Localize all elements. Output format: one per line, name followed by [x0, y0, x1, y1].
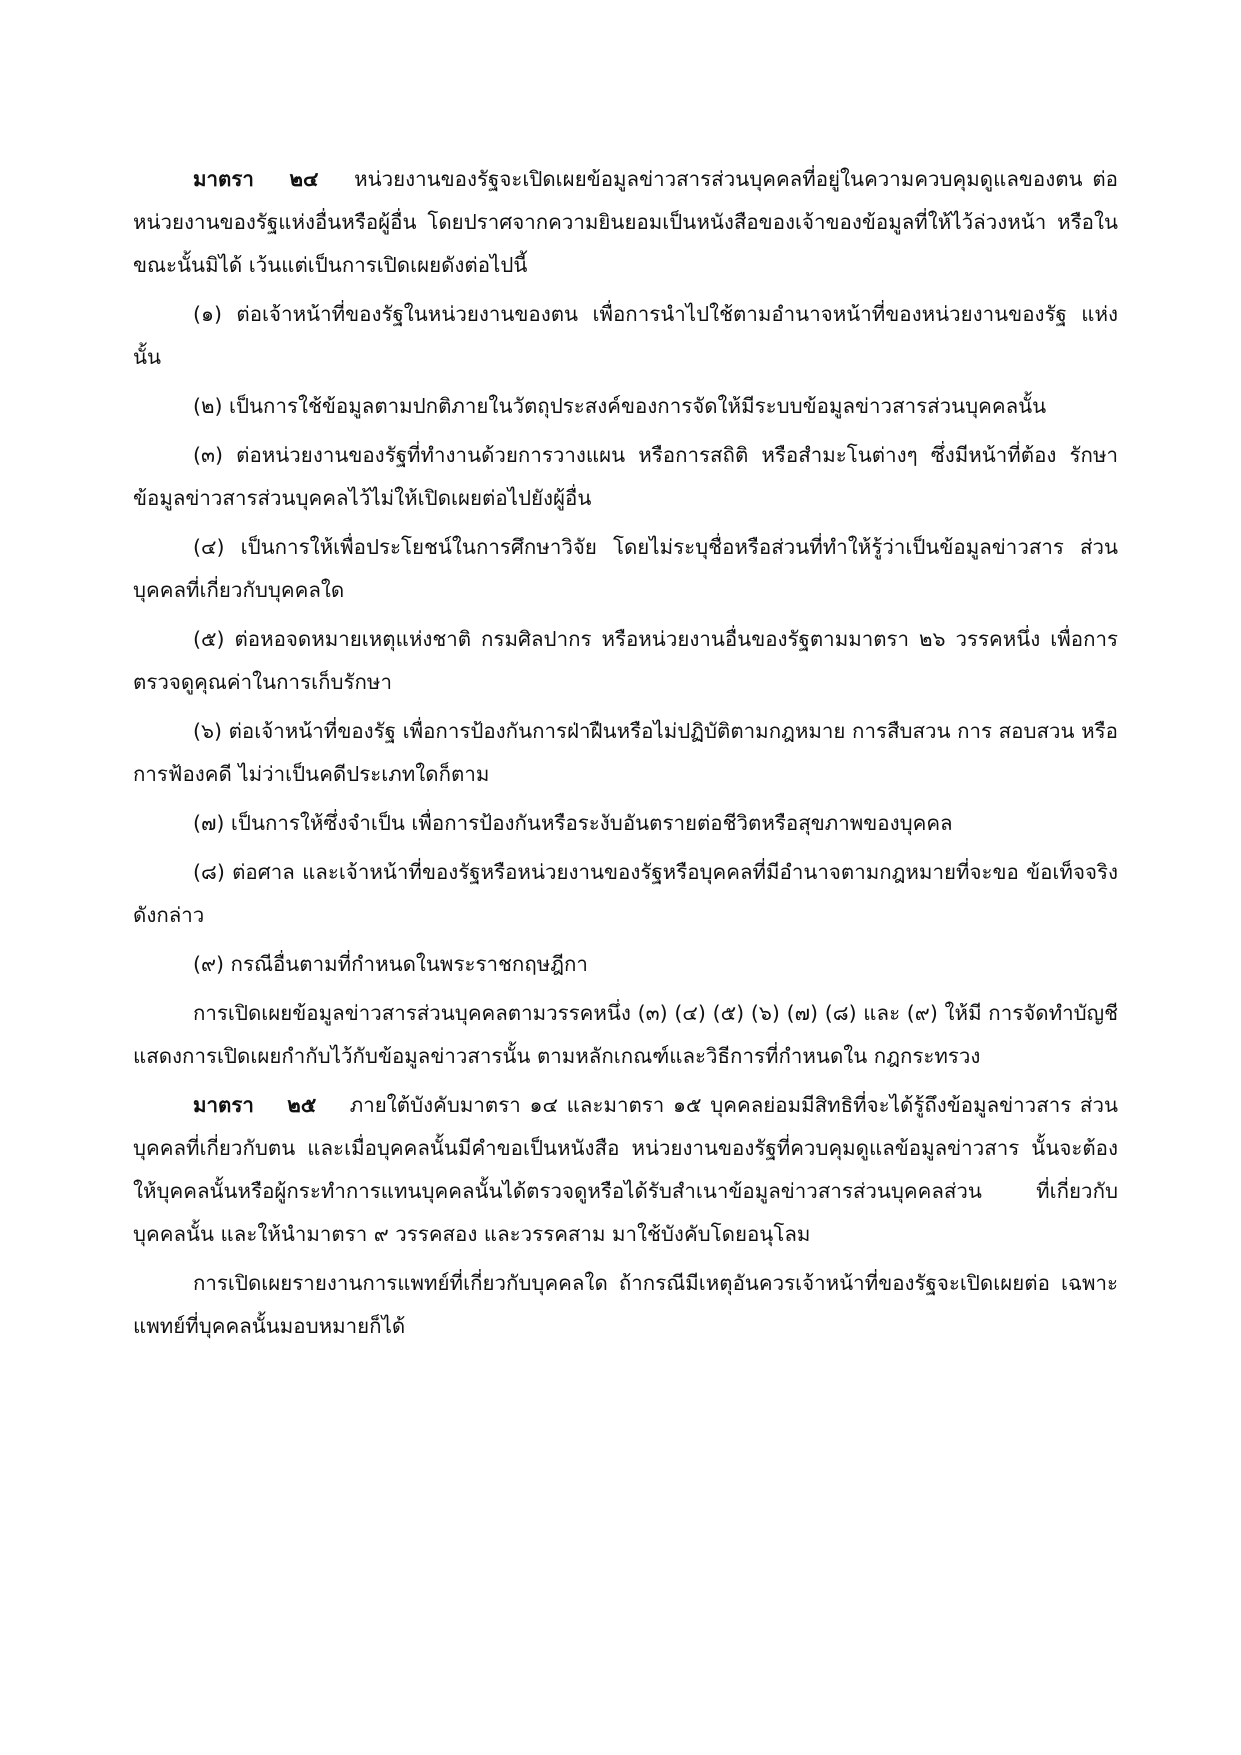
section-24-intro [133, 158, 1118, 287]
section-25-number: ๒๕ [287, 1093, 317, 1117]
section-24-item-9: (๙) กรณีอื่นตามที่กำหนดในพระราชกฤษฎีกา [193, 952, 588, 976]
section-24-item-6: (๖) ต่อเจ้าหน้าที่ของรัฐ เพื่อการป้องกันการฝ่าฝืนหรือไม่ปฏิบัติตามกฎหมาย การสืบสวน การ สอบสวน หรือการฟ้องคดี ไม่ว่าเป็นคดีประเภทใดก็ตาม [133, 719, 1118, 786]
section-25-para-1 [133, 1084, 1118, 1256]
section-24-item-4: (๔) เป็นการให้เพื่อประโยชน์ในการศึกษาวิจัย โดยไม่ระบุชื่อหรือส่วนที่ทำให้รู้ว่าเป็นข้อมูลข่าวสาร ส่วนบุคคลที่เกี่ยวกับบุคคลใด [133, 535, 1118, 602]
section-24-item-8: (๘) ต่อศาล และเจ้าหน้าที่ของรัฐหรือหน่วยงานของรัฐหรือบุคคลที่มีอำนาจตามกฎหมายที่จะขอ ข้อเท็จจริงดังกล่าว [133, 860, 1118, 927]
section-24-item-3: (๓) ต่อหน่วยงานของรัฐที่ทำงานด้วยการวางแผน หรือการสถิติ หรือสำมะโนต่างๆ ซึ่งมีหน้าที่ต้อง รักษาข้อมูลข่าวสารส่วนบุคคลไว้ไม่ให้เปิดเผยต่อไปยังผู้อื่น [133, 443, 1118, 510]
section-24-closing: การเปิดเผยข้อมูลข่าวสารส่วนบุคคลตามวรรคหนึ่ง (๓) (๔) (๕) (๖) (๗) (๘) และ (๙) ให้มี การจัดทำบัญชีแสดงการเปิดเผยกำกับไว้กับข้อมูลข่าวสารนั้น ตามหลักเกณฑ์และวิธีการที่กำหนดใน กฎกระทรวง [133, 1001, 1118, 1068]
section-24-label: มาตรา [193, 167, 254, 191]
section-25-label: มาตรา [193, 1093, 254, 1117]
section-24-item-2: (๒) เป็นการใช้ข้อมูลตามปกติภายในวัตถุประสงค์ของการจัดให้มีระบบข้อมูลข่าวสารส่วนบุคคลนั้น [193, 394, 1047, 418]
section-24-item-7: (๗) เป็นการให้ซึ่งจำเป็น เพื่อการป้องกันหรือระงับอันตรายต่อชีวิตหรือสุขภาพของบุคคล [193, 811, 953, 835]
section-25-para-1-text: ภายใต้บังคับมาตรา ๑๔ และมาตรา ๑๕ บุคคลย่อมมีสิทธิที่จะได้รู้ถึงข้อมูลข่าวสาร ส่วนบุคคลที่เกี่ยวกับตน และเมื่อบุคคลนั้นมีคำขอเป็นหนังสือ หน่วยงานของรัฐที่ควบคุมดูแลข้อมูลข่าวสาร นั้นจะต้องให้บุคคลนั้นหรือผู้กระทำการแทนบุคคลนั้นได้ตรวจดูหรือได้รับสำเนาข้อมูลข่าวสารส่วนบุคคลส่วน ที่เกี่ยวกับบุคคลนั้น และให้นำมาตรา ๙ วรรคสอง และวรรคสาม มาใช้บังคับโดยอนุโลม [133, 1093, 1118, 1246]
section-24-number: ๒๔ [289, 167, 319, 191]
document-body [133, 158, 1118, 1354]
section-24-item-5: (๕) ต่อหอจดหมายเหตุแห่งชาติ กรมศิลปากร หรือหน่วยงานอื่นของรัฐตามมาตรา ๒๖ วรรคหนึ่ง เพื่อการตรวจดูคุณค่าในการเก็บรักษา [133, 627, 1118, 694]
section-24-item-1: (๑) ต่อเจ้าหน้าที่ของรัฐในหน่วยงานของตน เพื่อการนำไปใช้ตามอำนาจหน้าที่ของหน่วยงานของรัฐ แห่งนั้น [133, 302, 1118, 369]
section-25-para-2: การเปิดเผยรายงานการแพทย์ที่เกี่ยวกับบุคคลใด ถ้ากรณีมีเหตุอันควรเจ้าหน้าที่ของรัฐจะเปิดเผยต่อ เฉพาะแพทย์ที่บุคคลนั้นมอบหมายก็ได้ [133, 1271, 1118, 1338]
section-24-intro-text: หน่วยงานของรัฐจะเปิดเผยข้อมูลข่าวสารส่วนบุคคลที่อยู่ในความควบคุมดูแลของตน ต่อหน่วยงานของรัฐแห่งอื่นหรือผู้อื่น โดยปราศจากความยินยอมเป็นหนังสือของเจ้าของข้อมูลที่ให้ไว้ล่วงหน้า หรือในขณะนั้นมิได้ เว้นแต่เป็นการเปิดเผยดังต่อไปนี้ [133, 167, 1118, 277]
